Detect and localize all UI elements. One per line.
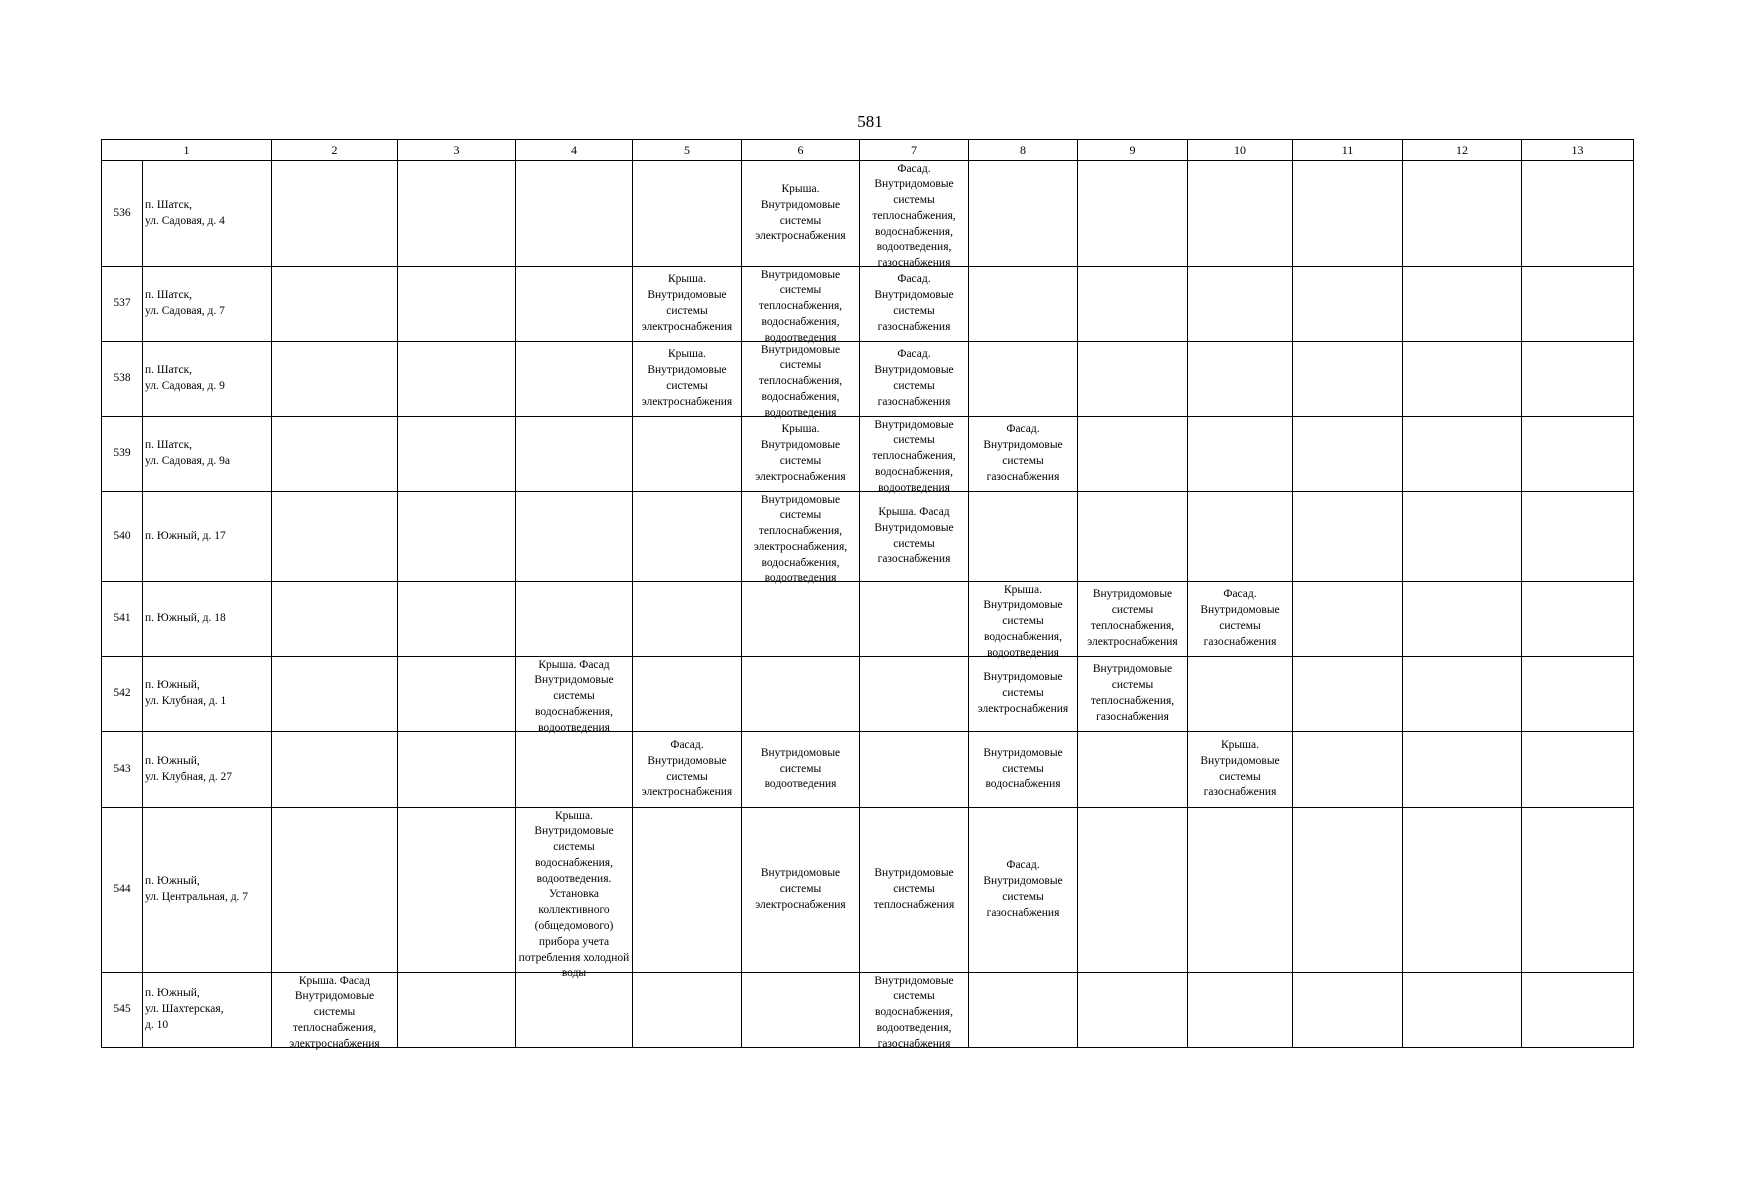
address-line: п. Южный, д. 17 <box>145 529 226 542</box>
address-line: п. Южный, <box>145 987 200 1000</box>
work-cell-col-8 <box>969 161 1078 267</box>
work-cell-col-8 <box>969 417 1078 492</box>
row-number: 538 <box>102 342 143 417</box>
work-description: Крыша. Фасад Внутридомовые системы водоснабжения, водоотведения <box>534 658 614 734</box>
row-number: 545 <box>102 973 143 1048</box>
work-cell-col-11 <box>1293 161 1403 267</box>
work-description: Крыша. Фасад Внутридомовые системы газоснабжения <box>874 505 954 566</box>
row-number: 537 <box>102 267 143 342</box>
work-description: Фасад. Внутридомовые системы газоснабжения <box>874 273 954 333</box>
work-cell-col-3 <box>398 492 516 582</box>
work-cell-col-2 <box>272 417 398 492</box>
table-row <box>102 973 1634 1048</box>
repair-schedule-table <box>101 139 1634 1048</box>
row-number: 541 <box>102 582 143 657</box>
work-description: Внутридомовые системы теплоснабжения, водоснабжения, водоотведения <box>758 343 843 419</box>
work-cell-col-9 <box>1078 267 1188 342</box>
work-cell-col-10 <box>1188 492 1293 582</box>
work-description: Фасад. Внутридомовые системы газоснабжения <box>983 423 1063 483</box>
work-cell-col-10 <box>1188 808 1293 973</box>
address-line: п. Южный, <box>145 679 200 692</box>
address-line: п. Шатск, <box>145 364 193 377</box>
work-cell-col-10 <box>1188 342 1293 417</box>
work-cell-col-13 <box>1522 342 1634 417</box>
column-header-12: 12 <box>1403 140 1522 161</box>
work-description: Крыша. Фасад Внутридомовые системы теплоснабжения, электроснабжения <box>289 974 380 1050</box>
work-cell-col-13 <box>1522 582 1634 657</box>
work-cell-col-4 <box>516 973 633 1048</box>
work-cell-col-12 <box>1403 342 1522 417</box>
address-line: п. Южный, <box>145 875 200 888</box>
work-cell-col-4 <box>516 732 633 808</box>
work-description: Крыша. Внутридомовые системы электроснабжения <box>755 182 846 243</box>
work-cell-col-3 <box>398 417 516 492</box>
work-cell-col-8 <box>969 657 1078 732</box>
work-cell-col-13 <box>1522 732 1634 808</box>
work-cell-col-3 <box>398 161 516 267</box>
work-cell-col-6 <box>742 417 860 492</box>
address-line: п. Южный, д. 18 <box>145 612 226 625</box>
work-cell-col-11 <box>1293 492 1403 582</box>
address-line: ул. Садовая, д. 4 <box>145 214 225 227</box>
work-cell-col-4 <box>516 342 633 417</box>
work-cell-col-6 <box>742 492 860 585</box>
table-row <box>102 492 1634 582</box>
work-cell-col-7 <box>860 161 969 270</box>
row-number: 542 <box>102 657 143 732</box>
work-description: Крыша. Внутридомовые системы электроснабжения <box>755 423 846 483</box>
work-cell-col-7 <box>860 417 969 492</box>
work-cell-col-11 <box>1293 808 1403 973</box>
work-cell-col-11 <box>1293 657 1403 732</box>
address-line: ул. Клубная, д. 27 <box>145 770 232 783</box>
work-cell-col-12 <box>1403 732 1522 808</box>
work-cell-col-9 <box>1078 492 1188 582</box>
work-cell-col-7 <box>860 267 969 342</box>
work-cell-col-7 <box>860 657 969 732</box>
work-cell-col-11 <box>1293 417 1403 492</box>
address-cell <box>143 582 272 657</box>
column-header-4: 4 <box>516 140 633 161</box>
work-cell-col-5 <box>633 161 742 267</box>
table-body <box>102 161 1634 1048</box>
work-description: Фасад. Внутридомовые системы электроснабжения <box>641 738 733 799</box>
work-cell-col-10 <box>1188 657 1293 732</box>
table-row <box>102 267 1634 342</box>
work-cell-col-8 <box>969 342 1078 417</box>
work-cell-col-4 <box>516 417 633 492</box>
address-cell <box>143 417 272 492</box>
work-cell-col-8 <box>969 808 1078 973</box>
work-description: Внутридомовые системы водоснабжения, водоотведения, газоснабжения <box>874 974 954 1050</box>
work-description: Фасад. Внутридомовые системы газоснабжения <box>983 859 1063 919</box>
work-cell-col-8 <box>969 492 1078 582</box>
work-description: Внутридомовые системы водоотведения <box>760 746 841 791</box>
work-cell-col-3 <box>398 342 516 417</box>
work-cell-col-3 <box>398 732 516 808</box>
work-cell-col-4 <box>516 582 633 657</box>
work-cell-col-12 <box>1403 267 1522 342</box>
work-cell-col-12 <box>1403 657 1522 732</box>
work-cell-col-10 <box>1188 417 1293 492</box>
work-cell-col-5 <box>633 582 742 657</box>
work-description: Внутридомовые системы теплоснабжения, газоснабжения <box>1090 663 1175 723</box>
work-description: Внутридомовые системы теплоснабжения, водоснабжения, водоотведения <box>758 268 843 344</box>
work-cell-col-10 <box>1188 973 1293 1048</box>
row-number: 536 <box>102 161 143 267</box>
work-description: Внутридомовые системы теплоснабжения, электроснабжения, водоснабжения, водоотведения <box>753 493 848 585</box>
work-cell-col-13 <box>1522 808 1634 973</box>
address-line: ул. Садовая, д. 9 <box>145 380 225 392</box>
work-cell-col-5 <box>633 417 742 492</box>
work-cell-col-7 <box>860 808 969 973</box>
work-cell-col-12 <box>1403 492 1522 582</box>
work-cell-col-13 <box>1522 267 1634 342</box>
work-cell-col-2 <box>272 582 398 657</box>
work-cell-col-5 <box>633 267 742 342</box>
row-number: 543 <box>102 732 143 808</box>
address-line: д. 10 <box>145 1018 169 1031</box>
work-cell-col-2 <box>272 267 398 342</box>
column-header-6: 6 <box>742 140 860 161</box>
work-cell-col-5 <box>633 808 742 973</box>
work-cell-col-9 <box>1078 342 1188 417</box>
column-header-8: 8 <box>969 140 1078 161</box>
address-line: п. Южный, <box>145 754 200 767</box>
address-line: п. Шатск, <box>145 289 193 302</box>
work-cell-col-4 <box>516 657 633 732</box>
address-cell <box>143 161 272 267</box>
work-cell-col-5 <box>633 657 742 732</box>
work-cell-col-5 <box>633 492 742 582</box>
work-cell-col-2 <box>272 161 398 267</box>
work-cell-col-2 <box>272 808 398 973</box>
work-cell-col-12 <box>1403 417 1522 492</box>
work-cell-col-2 <box>272 732 398 808</box>
work-cell-col-2 <box>272 657 398 732</box>
row-number: 539 <box>102 417 143 492</box>
work-cell-col-3 <box>398 582 516 657</box>
work-cell-col-8 <box>969 732 1078 808</box>
table-row <box>102 732 1634 808</box>
row-number: 544 <box>102 808 143 973</box>
work-description: Внутридомовые системы теплоснабжения, водоснабжения, водоотведения <box>872 418 956 494</box>
column-header-10: 10 <box>1188 140 1293 161</box>
work-cell-col-7 <box>860 973 969 1048</box>
address-cell <box>143 492 272 582</box>
address-line: п. Шатск, <box>145 439 193 452</box>
work-cell-col-5 <box>633 973 742 1048</box>
work-cell-col-5 <box>633 732 742 808</box>
work-cell-col-3 <box>398 267 516 342</box>
work-description: Внутридомовые системы электроснабжения <box>755 867 846 911</box>
column-header-7: 7 <box>860 140 969 161</box>
table-row <box>102 657 1634 732</box>
work-description: Крыша. Внутридомовые системы электроснабжения <box>641 348 733 408</box>
work-description: Крыша. Внутридомовые системы газоснабжения <box>1200 738 1280 799</box>
work-cell-col-2 <box>272 492 398 582</box>
work-cell-col-8 <box>969 267 1078 342</box>
work-cell-col-13 <box>1522 492 1634 582</box>
work-cell-col-11 <box>1293 342 1403 417</box>
work-cell-col-6 <box>742 161 860 267</box>
work-cell-col-2 <box>272 973 398 1048</box>
work-cell-col-9 <box>1078 808 1188 973</box>
work-cell-col-9 <box>1078 657 1188 732</box>
work-cell-col-11 <box>1293 973 1403 1048</box>
work-cell-col-6 <box>742 808 860 973</box>
work-cell-col-6 <box>742 732 860 808</box>
address-line: ул. Садовая, д. 7 <box>145 305 225 317</box>
work-cell-col-9 <box>1078 732 1188 808</box>
column-header-9: 9 <box>1078 140 1188 161</box>
work-cell-col-6 <box>742 973 860 1048</box>
work-cell-col-12 <box>1403 161 1522 267</box>
table-row <box>102 342 1634 417</box>
work-description: Внутридомовые системы теплоснабжения, электроснабжения <box>1087 588 1178 648</box>
address-line: п. Шатск, <box>145 198 193 211</box>
work-cell-col-10 <box>1188 161 1293 267</box>
address-cell <box>143 808 272 973</box>
address-line: ул. Шахтерская, <box>145 1003 224 1016</box>
address-cell <box>143 657 272 732</box>
work-cell-col-8 <box>969 973 1078 1048</box>
column-header-3: 3 <box>398 140 516 161</box>
work-cell-col-7 <box>860 732 969 808</box>
work-cell-col-5 <box>633 342 742 417</box>
work-description: Крыша. Внутридомовые системы электроснабжения <box>641 273 733 333</box>
work-cell-col-11 <box>1293 267 1403 342</box>
work-cell-col-3 <box>398 973 516 1048</box>
address-line: ул. Садовая, д. 9а <box>145 455 230 467</box>
work-description: Внутридомовые системы электроснабжения <box>977 671 1069 715</box>
address-line: ул. Центральная, д. 7 <box>145 891 249 903</box>
column-header-2: 2 <box>272 140 398 161</box>
work-cell-col-11 <box>1293 582 1403 657</box>
address-cell <box>143 267 272 342</box>
work-cell-col-12 <box>1403 973 1522 1048</box>
work-cell-col-4 <box>516 808 633 980</box>
page-number: 581 <box>857 112 883 131</box>
work-cell-col-8 <box>969 582 1078 657</box>
work-cell-col-13 <box>1522 657 1634 732</box>
work-cell-col-10 <box>1188 732 1293 808</box>
work-cell-col-10 <box>1188 582 1293 657</box>
column-header-13: 13 <box>1522 140 1634 161</box>
work-cell-col-13 <box>1522 417 1634 492</box>
address-cell <box>143 342 272 417</box>
row-number: 540 <box>102 492 143 582</box>
work-cell-col-10 <box>1188 267 1293 342</box>
address-line: ул. Клубная, д. 1 <box>145 695 227 707</box>
work-cell-col-6 <box>742 342 860 417</box>
work-cell-col-7 <box>860 492 969 582</box>
work-cell-col-9 <box>1078 973 1188 1048</box>
work-cell-col-6 <box>742 267 860 342</box>
work-cell-col-11 <box>1293 732 1403 808</box>
work-cell-col-3 <box>398 657 516 732</box>
work-cell-col-7 <box>860 342 969 417</box>
address-cell <box>143 973 272 1048</box>
work-cell-col-9 <box>1078 582 1188 657</box>
table-row <box>102 582 1634 657</box>
work-cell-col-13 <box>1522 973 1634 1048</box>
work-cell-col-7 <box>860 582 969 657</box>
work-cell-col-3 <box>398 808 516 973</box>
work-cell-col-9 <box>1078 161 1188 267</box>
work-description: Фасад. Внутридомовые системы газоснабжения <box>874 348 954 408</box>
work-description: Внутридомовые системы водоснабжения <box>983 746 1063 791</box>
column-header-5: 5 <box>633 140 742 161</box>
work-cell-col-4 <box>516 267 633 342</box>
column-number-header-row <box>102 140 1634 161</box>
work-cell-col-9 <box>1078 417 1188 492</box>
work-cell-col-12 <box>1403 582 1522 657</box>
work-cell-col-6 <box>742 657 860 732</box>
work-cell-col-4 <box>516 492 633 582</box>
work-description: Внутридомовые системы теплоснабжения <box>873 867 955 911</box>
work-description: Фасад. Внутридомовые системы газоснабжения <box>1200 588 1280 648</box>
work-description: Фасад. Внутридомовые системы теплоснабжения, водоснабжения, водоотведения, газоснабжения <box>872 162 956 270</box>
work-cell-col-13 <box>1522 161 1634 267</box>
table-row <box>102 161 1634 267</box>
work-description: Крыша. Внутридомовые системы водоснабжения, водоотведения <box>983 583 1063 659</box>
work-cell-col-12 <box>1403 808 1522 973</box>
table-row <box>102 808 1634 973</box>
work-cell-col-4 <box>516 161 633 267</box>
address-cell <box>143 732 272 808</box>
work-description: Крыша. Внутридомовые системы водоснабжения, водоотведения. Установка коллективного (общедомового) прибора учета потребления холодной воды <box>518 809 630 980</box>
column-header-11: 11 <box>1293 140 1403 161</box>
column-header-1: 1 <box>102 140 272 161</box>
work-cell-col-6 <box>742 582 860 657</box>
work-cell-col-2 <box>272 342 398 417</box>
table-row <box>102 417 1634 492</box>
